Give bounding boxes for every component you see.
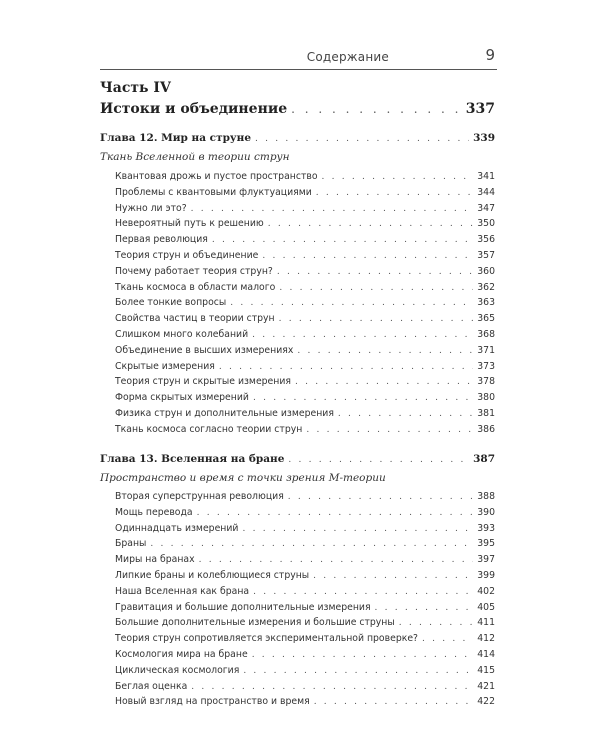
part-entry[interactable] (100, 101, 495, 121)
dot-leader (252, 651, 474, 660)
section-page: 411 (477, 617, 495, 629)
dot-leader (242, 525, 473, 534)
section-title: Вторая суперструнная революция (115, 491, 284, 502)
section-title: Первая революция (115, 234, 208, 246)
toc-section-entry[interactable] (115, 187, 495, 202)
running-header (100, 46, 497, 70)
section-page: 368 (477, 329, 495, 340)
section-page: 380 (477, 392, 495, 404)
section-title: Объединение в высших измерениях (115, 344, 294, 356)
dot-leader (253, 394, 473, 403)
toc-section-entry[interactable] (115, 617, 495, 632)
toc-section-entry[interactable] (115, 570, 495, 585)
toc-section-entry[interactable] (115, 649, 495, 664)
dot-leader (288, 493, 473, 502)
section-title: Нужно ли это? (115, 202, 187, 214)
section-page: 347 (477, 202, 495, 214)
toc-section-entry[interactable] (115, 203, 495, 218)
section-page: 360 (477, 265, 495, 277)
section-title: Теория струн сопротивляется экспериментальной проверке? (115, 633, 418, 645)
section-title: Циклическая космология (115, 664, 240, 676)
dot-leader (314, 698, 474, 707)
section-page: 397 (477, 554, 495, 566)
toc-section-entry[interactable] (115, 408, 495, 423)
toc-section-entry[interactable] (115, 538, 495, 553)
running-header-title: Содержание (306, 50, 389, 64)
section-page: 386 (477, 423, 495, 435)
dot-leader (316, 189, 473, 198)
dot-leader (313, 572, 473, 581)
section-page: 357 (477, 250, 495, 261)
toc-section-entry[interactable] (115, 250, 495, 265)
part-title: Истоки и объединение (100, 101, 288, 117)
dot-leader (252, 331, 473, 340)
dot-leader (288, 456, 469, 465)
section-title: Ткань космоса в области малого (115, 281, 276, 293)
section-title: Ткань космоса согласно теории струн (115, 423, 303, 435)
dot-leader (191, 683, 473, 692)
section-page: 388 (477, 491, 495, 502)
chapter-12-title: Глава 12. Мир на струне (100, 132, 252, 144)
section-title: Гравитация и большие дополнительные измерения (115, 601, 371, 613)
toc-section-entry[interactable] (115, 424, 495, 439)
toc-section-entry[interactable] (115, 554, 495, 569)
toc-section-entry[interactable] (115, 491, 495, 506)
section-title: Форма скрытых измерений (115, 392, 249, 404)
section-page: 378 (477, 376, 495, 388)
section-title: Миры на бранах (115, 554, 195, 566)
dot-leader (399, 619, 474, 628)
section-title: Почему работает теория струн? (115, 265, 273, 277)
header-rule (100, 69, 497, 70)
dot-leader (422, 635, 473, 644)
toc-section-entry[interactable] (115, 313, 495, 328)
dot-leader (219, 363, 473, 372)
section-title: Теория струн и скрытые измерения (115, 376, 291, 388)
toc-section-entry[interactable] (115, 602, 495, 617)
section-title: Большие дополнительные измерения и большие струны (115, 617, 395, 629)
dot-leader (197, 509, 474, 518)
section-page: 381 (477, 408, 495, 419)
section-title: Невероятный путь к решению (115, 218, 264, 230)
toc-section-entry[interactable] (115, 361, 495, 376)
chapter-13-page: 387 (473, 453, 495, 465)
dot-leader (199, 556, 474, 565)
dot-leader (255, 135, 469, 144)
dot-leader (230, 299, 473, 308)
toc-section-entry[interactable] (115, 696, 495, 711)
dot-leader (253, 588, 473, 597)
section-page: 422 (477, 696, 495, 708)
section-title: Слишком много колебаний (115, 329, 249, 340)
toc-section-entry[interactable] (115, 586, 495, 601)
section-page: 405 (477, 601, 495, 613)
section-title: Браны (115, 538, 147, 550)
section-title: Теория струн и объединение (115, 250, 259, 261)
toc-section-entry[interactable] (115, 282, 495, 297)
section-title: Более тонкие вопросы (115, 297, 227, 309)
section-page: 402 (477, 585, 495, 597)
section-title: Мощь перевода (115, 506, 193, 518)
section-page: 414 (477, 649, 495, 660)
dot-leader (322, 173, 474, 182)
section-page: 371 (477, 344, 495, 356)
dot-leader (306, 426, 473, 435)
section-page: 373 (477, 360, 495, 372)
running-header-page-number: 9 (485, 46, 495, 64)
chapter-13-entry[interactable] (100, 453, 495, 469)
section-page: 421 (477, 680, 495, 692)
toc-section-entry[interactable] (115, 376, 495, 391)
section-title: Скрытые измерения (115, 360, 215, 372)
section-page: 362 (477, 281, 495, 293)
dot-leader (191, 205, 474, 214)
section-page: 415 (477, 664, 495, 676)
dot-leader (150, 540, 473, 549)
section-page: 390 (477, 506, 495, 518)
dot-leader (375, 604, 474, 613)
section-title: Беглая оценка (115, 680, 188, 692)
section-page: 395 (477, 538, 495, 550)
dot-leader (212, 236, 473, 245)
dot-leader (279, 284, 473, 293)
chapter-12-subtitle: Ткань Вселенной в теории струн (100, 151, 290, 163)
toc-section-entry[interactable] (115, 681, 495, 696)
section-title: Липкие браны и колеблющиеся струны (115, 570, 310, 581)
section-page: 356 (477, 234, 495, 246)
chapter-12-entry[interactable] (100, 132, 495, 148)
dot-leader (291, 103, 462, 115)
section-page: 365 (477, 313, 495, 325)
toc-section-entry[interactable] (115, 392, 495, 407)
chapter-13-subtitle: Пространство и время с точки зрения М-теории (100, 472, 386, 484)
section-title: Квантовая дрожь и пустое пространство (115, 171, 318, 182)
section-title: Наша Вселенная как брана (115, 585, 250, 597)
dot-leader (243, 667, 473, 676)
toc-section-entry[interactable] (115, 297, 495, 312)
toc-section-entry[interactable] (115, 345, 495, 360)
dot-leader (268, 220, 474, 229)
section-page: 399 (477, 570, 495, 581)
section-title: Одиннадцать измерений (115, 522, 239, 534)
section-page: 393 (477, 522, 495, 534)
chapter-12-page: 339 (473, 132, 495, 144)
dot-leader (262, 252, 473, 261)
dot-leader (295, 378, 473, 387)
toc-section-entry[interactable] (115, 665, 495, 680)
section-title: Новый взгляд на пространство и время (115, 696, 310, 708)
toc-section-entry[interactable] (115, 266, 495, 281)
section-title: Космология мира на бране (115, 649, 248, 660)
toc-section-entry[interactable] (115, 507, 495, 522)
dot-leader (279, 315, 474, 324)
part-label: Часть IV (100, 80, 171, 96)
toc-section-entry[interactable] (115, 171, 495, 186)
toc-section-entry[interactable] (115, 523, 495, 538)
toc-section-entry[interactable] (115, 329, 495, 344)
section-page: 344 (477, 186, 495, 198)
section-title: Физика струн и дополнительные измерения (115, 408, 334, 419)
dot-leader (297, 347, 473, 356)
chapter-13-title: Глава 13. Вселенная на бране (100, 453, 285, 465)
toc-section-entry[interactable] (115, 218, 495, 233)
toc-section-entry[interactable] (115, 234, 495, 249)
section-title: Свойства частиц в теории струн (115, 313, 275, 325)
section-page: 341 (477, 171, 495, 182)
section-title: Проблемы с квантовыми флуктуациями (115, 186, 312, 198)
section-page: 350 (477, 218, 495, 230)
part-page: 337 (465, 101, 495, 117)
section-page: 412 (477, 633, 495, 645)
dot-leader (338, 410, 473, 419)
section-page: 363 (477, 297, 495, 309)
toc-section-entry[interactable] (115, 633, 495, 648)
dot-leader (277, 268, 473, 277)
